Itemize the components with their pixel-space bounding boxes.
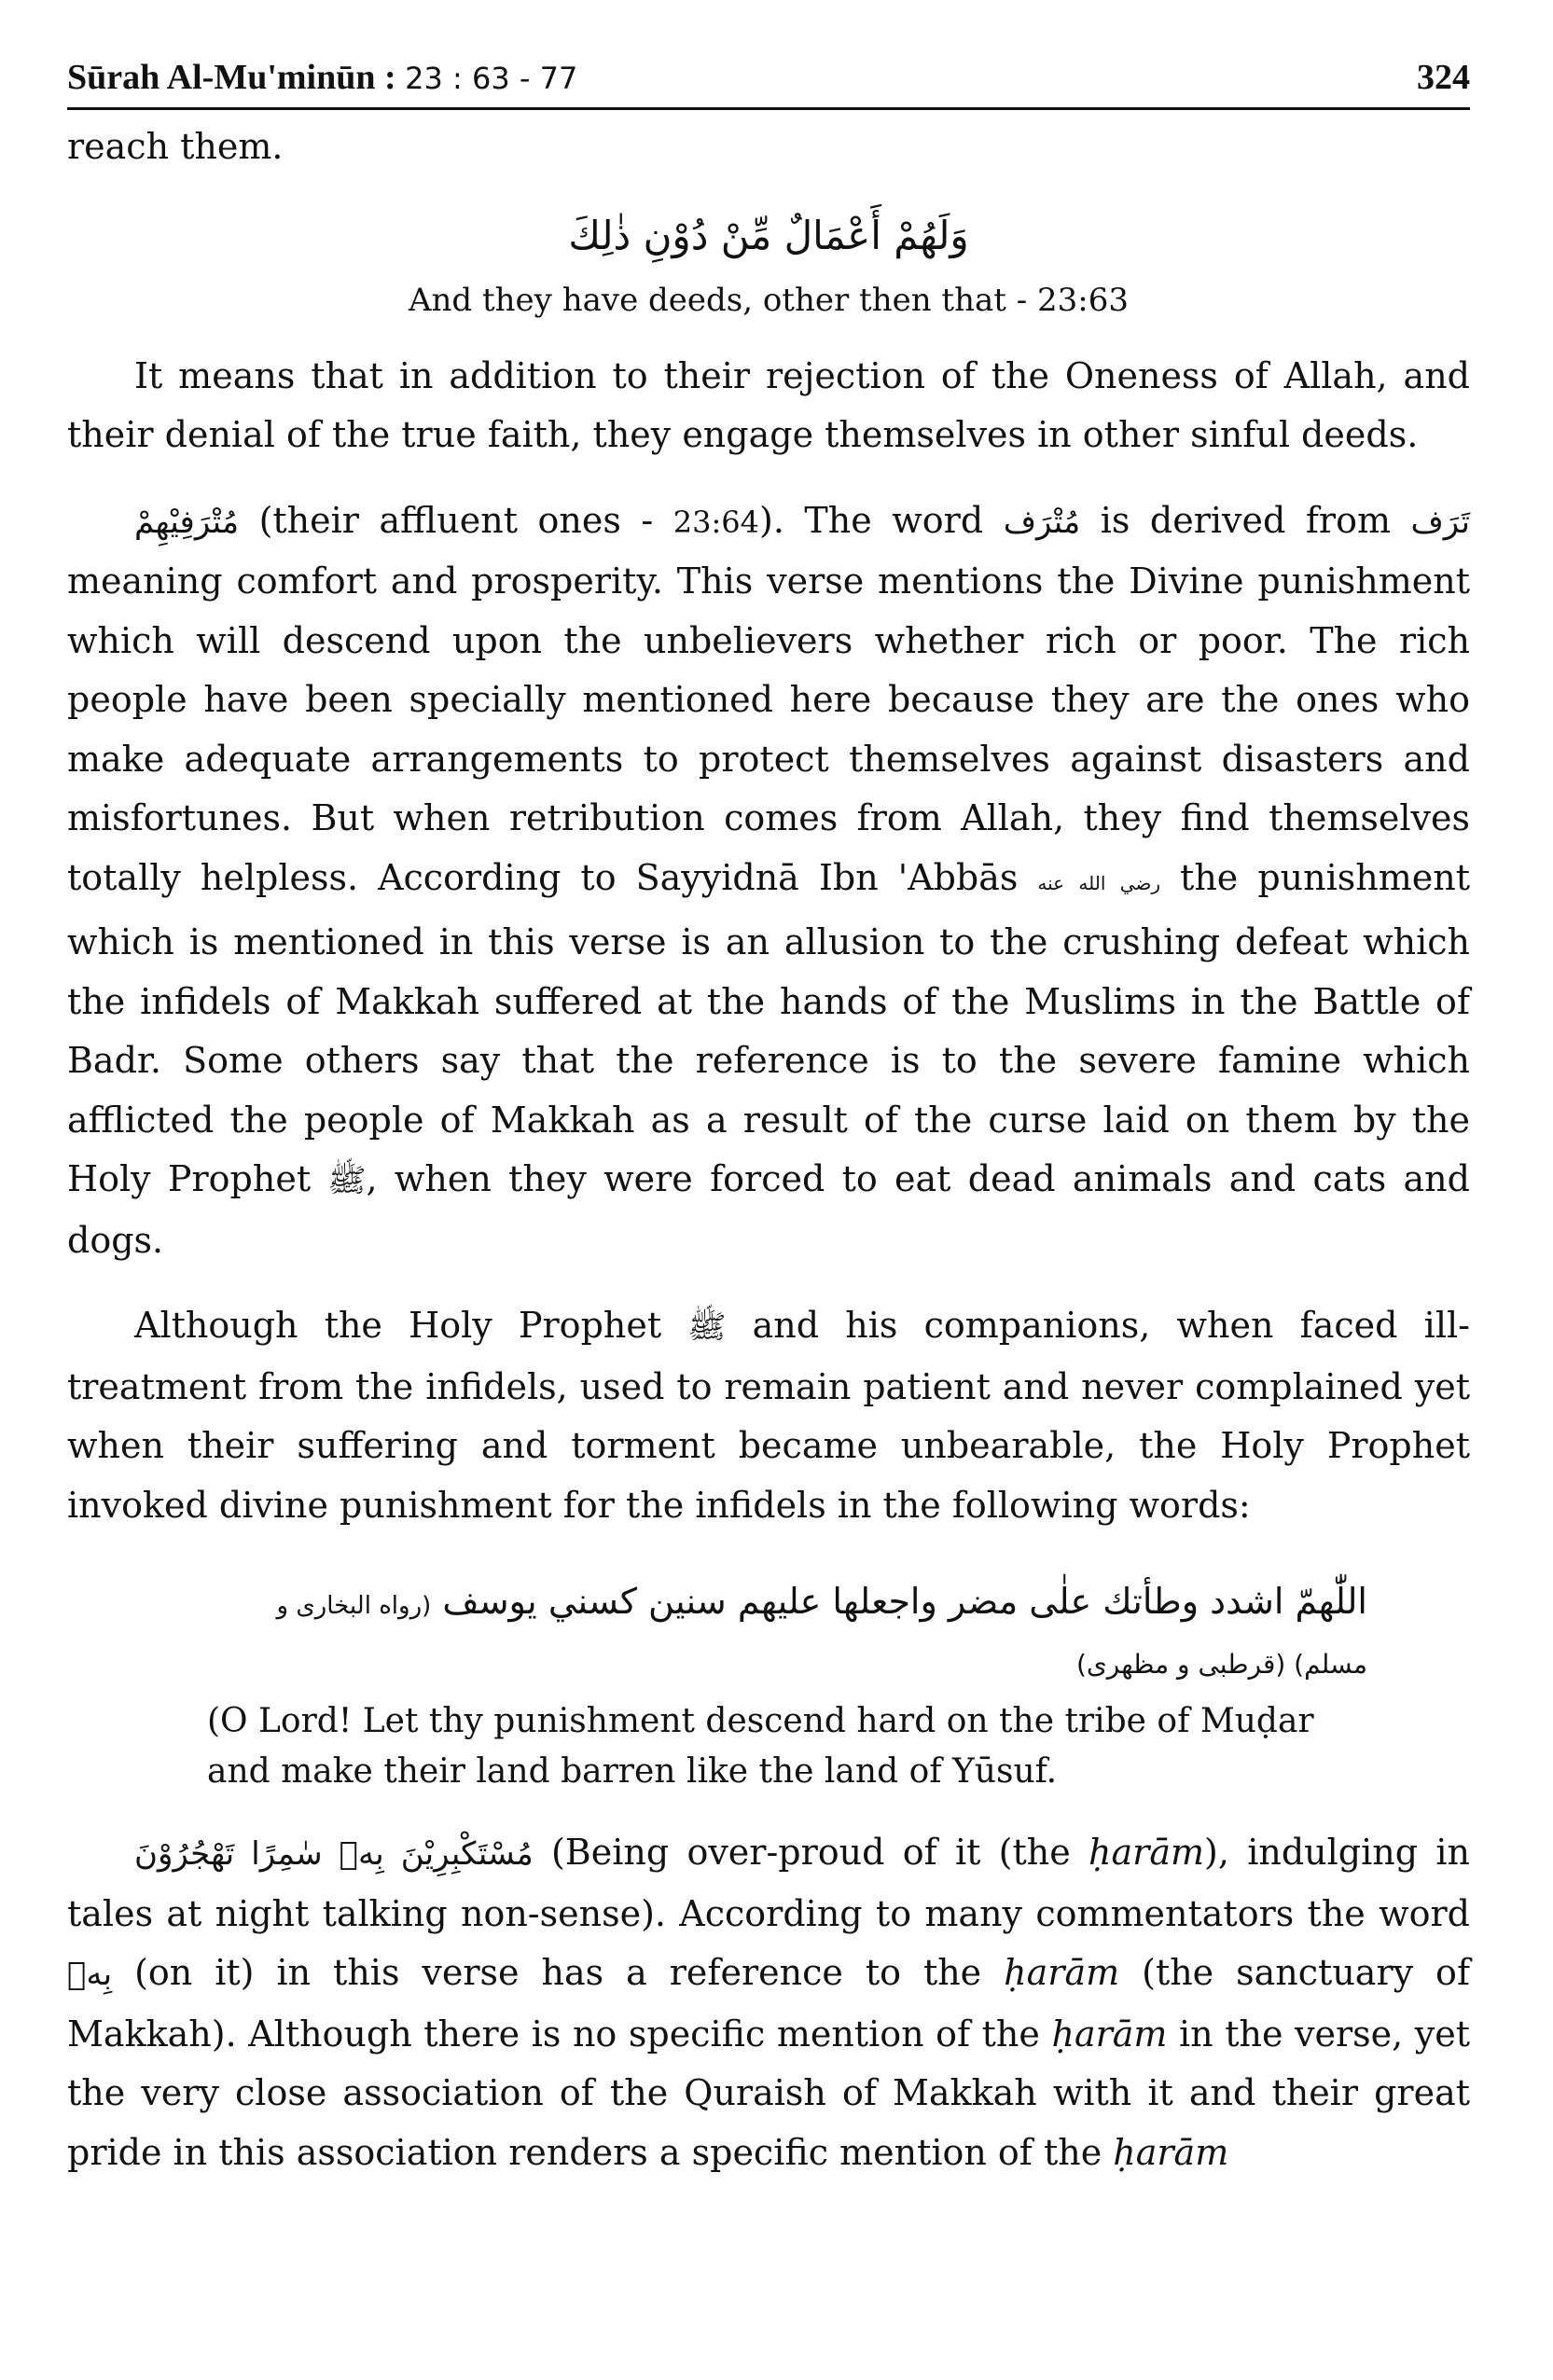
header-title xyxy=(67,54,577,102)
paragraph-3: Although the Holy Prophet ﷺ and his companions, when faced ill-treatment from the infidels, used to remain patient and never complained yet when their suffering and torment became unbearable, the Holy Prophet invoked divine punishment for the infidels in the following words: xyxy=(67,1305,1470,1526)
page-number: 324 xyxy=(1417,58,1470,97)
dua-arabic: اللّٰهمّ اشدد وطأتك علٰى مضر واجعلها عليهم سنين كسني يوسف (رواه البخاری و xyxy=(276,1581,1367,1622)
paragraph-1: It means that in addition to their rejection of the Oneness of Allah, and their denial of the true faith, they engage themselves in other sinful deeds. xyxy=(67,354,1470,455)
term-haram: ḥarām xyxy=(1088,1832,1205,1873)
intro-line: reach them. xyxy=(67,126,284,167)
surah-title: Sūrah Al-Mu'minūn : xyxy=(67,58,396,97)
paragraph-2: مُتْرَفِيْهِمْ (their affluent ones - 23:64). The word مُتْرَف is derived from تَرَف meaning comfort and prosperity. This verse mentions the Divine punishment which will descend upon the unbelievers whether rich or poor. The rich people have been specially mentioned here because they are the ones who make adequate arrangements to protect themselves against disasters and misfortunes. But when retribution comes from Allah, they find themselves totally helpless. According to Sayyidnā Ibn 'Abbās رضي الله عنه the punishment which is mentioned in this verse is an allusion to the crushing defeat which the infidels of Makkah suffered at the hands of the Muslims in the Battle of Badr. Some others say that the reference is to the severe famine which afflicted the people of Makkah as a result of the curse laid on them by the Holy Prophet ﷺ, when they were forced to eat dead animals and cats and dogs. xyxy=(67,499,1470,1261)
arabic-word-bihi: بِهٖ xyxy=(67,1956,113,1993)
arabic-phrase-mustakbirin: مُسْتَكْبِرِيْنَ بِهٖ سٰمِرًا تَهْجُرُوْنَ xyxy=(134,1835,534,1873)
dua-translation: (O Lord! Let thy punishment descend hard on the tribe of Muḍar and make their land barren like the land of Yūsuf. xyxy=(207,1702,1314,1791)
term-haram: ḥarām xyxy=(1051,2013,1168,2055)
arabic-root-taraf: تَرَف xyxy=(1410,503,1470,541)
arabic-word-mutraf: مُتْرَف xyxy=(1003,503,1081,541)
verse-ref-23-64: 23:64 xyxy=(673,504,759,540)
running-header xyxy=(67,54,1470,110)
paragraph-4: مُسْتَكْبِرِيْنَ بِهٖ سٰمِرًا تَهْجُرُوْنَ (Being over-proud of it (the ḥarām), indulging in tales at night talking non-sense). According to many commentators the word بِهٖ (on it) in this verse has a reference to the ḥarām (the sanctuary of Makkah). Although there is no specific mention of the ḥarām in the verse, yet the very close association of the Quraish of Makkah with it and their great pride in this association renders a specific mention of the ḥarām xyxy=(67,1832,1471,2173)
dua-source-line-2: مسلم) (قرطبی و مظهری) xyxy=(1075,1649,1367,1680)
term-haram: ḥarām xyxy=(1004,1952,1120,1993)
honorific-ra-icon: رضي الله عنه xyxy=(1037,871,1161,894)
arabic-term-mutrafihim: مُتْرَفِيْهِمْ xyxy=(134,503,240,541)
honorific-saw-icon: ﷺ xyxy=(687,1308,727,1346)
honorific-saw-icon: ﷺ xyxy=(327,1162,367,1199)
dua-source-line-1: (رواه البخاری و xyxy=(276,1592,432,1620)
verse-range: 23 : 63 - 77 xyxy=(405,61,578,96)
verse-63-translation: And they have deeds, other then that - 23:63 xyxy=(408,281,1130,319)
verse-63-arabic: وَلَهُمْ أَعْمَالٌ مِّنْ دُوْنِ ذٰلِكَ xyxy=(568,212,969,258)
term-haram: ḥarām xyxy=(1113,2131,1229,2173)
dua-quote xyxy=(67,1569,1470,1797)
book-page xyxy=(67,54,1470,2182)
